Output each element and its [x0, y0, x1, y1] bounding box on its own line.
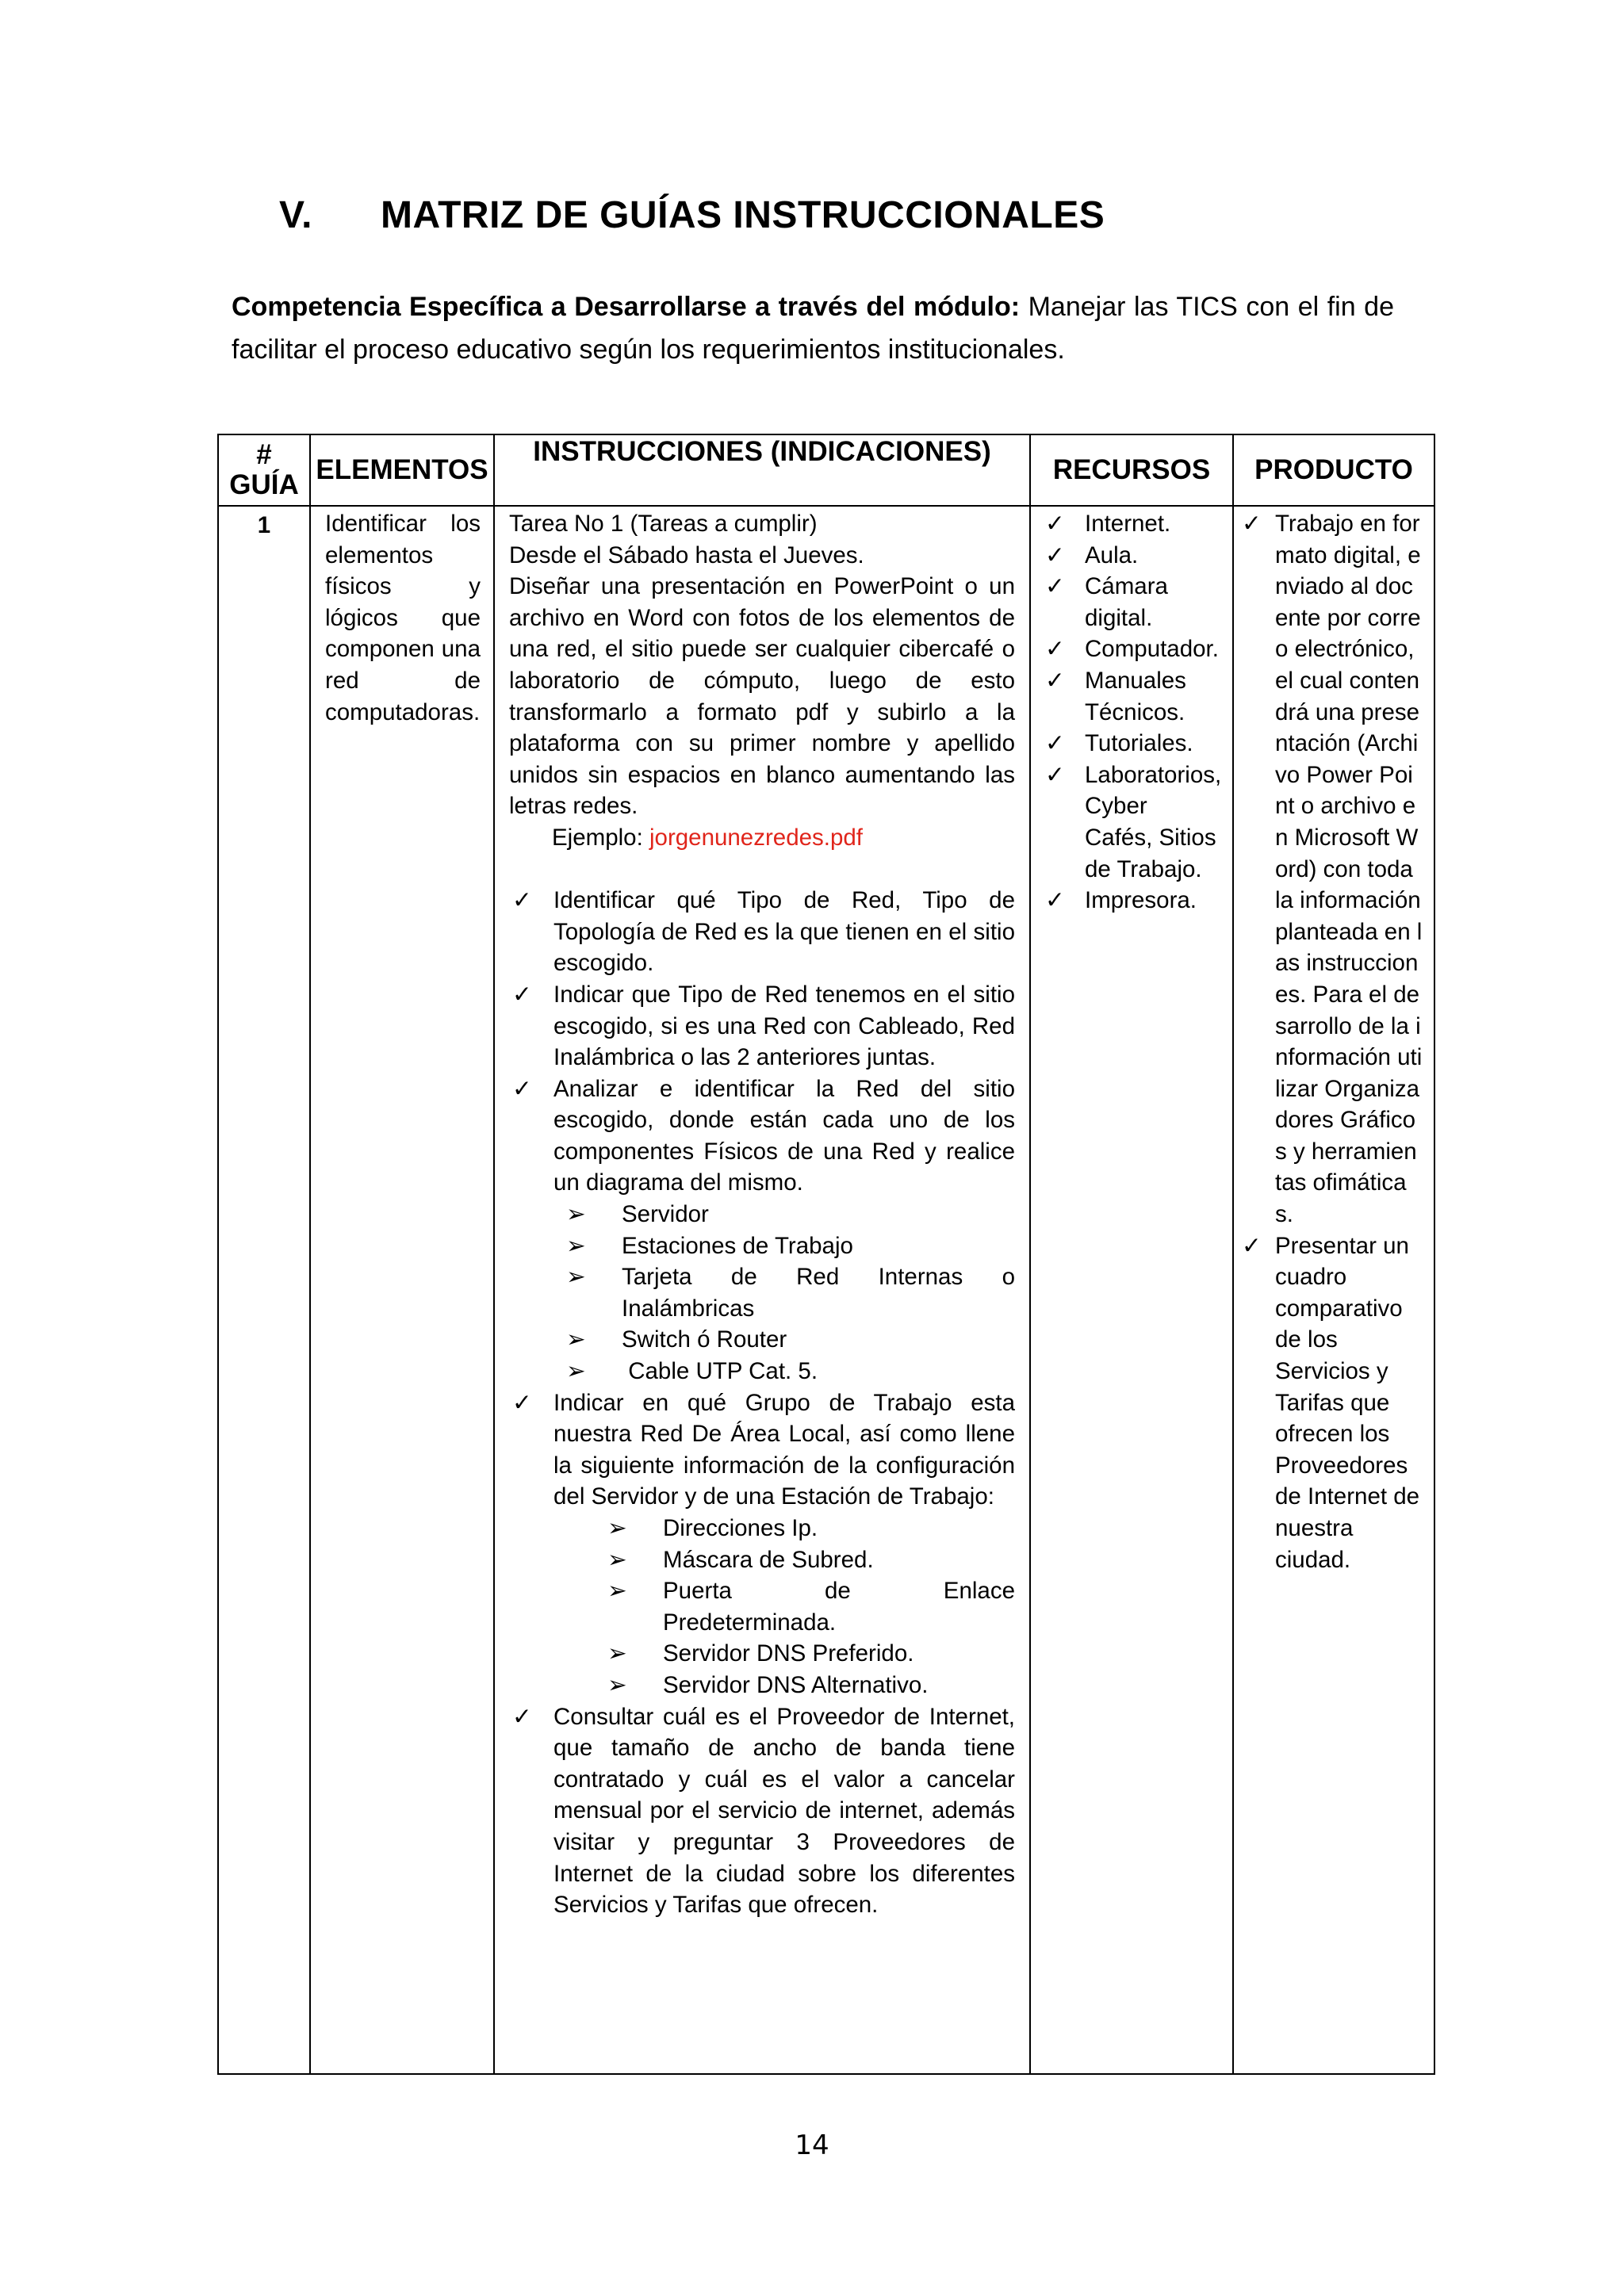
checkmark-icon: ✓ [1045, 667, 1065, 694]
list-item: ➢ Servidor [509, 1199, 1015, 1230]
checkmark-icon: ✓ [512, 1389, 532, 1416]
list-item: ➢ Servidor DNS Alternativo. [509, 1670, 1015, 1701]
list-item: ✓ Presentar un cuadro comparativo de los Servicios y Tarifas que ofrecen los Proveedores de Internet de nuestra ciudad. [1242, 1230, 1426, 1576]
list-item: ➢ Estaciones de Trabajo [509, 1230, 1015, 1262]
guia-number-cell: 1 [218, 506, 310, 2074]
list-item: ✓ Consultar cuál es el Proveedor de Internet, que tamaño de ancho de banda tiene contratado y cuál es el valor a cancelar mensual por el servicio de internet, además visitar y preguntar 3 Proveedores de Internet de la ciudad sobre los diferentes Servicios y Tarifas que ofrecen. [509, 1701, 1015, 1921]
arrow-bullet-icon: ➢ [607, 1515, 627, 1541]
arrow-bullet-icon: ➢ [566, 1358, 586, 1385]
list-item: ✓ Computador. [1045, 633, 1224, 665]
list-item: ✓ Internet. [1045, 508, 1224, 540]
page-number: 14 [795, 2130, 829, 2161]
arrow-bullet-icon: ➢ [566, 1232, 586, 1259]
checkmark-icon: ✓ [1045, 887, 1065, 914]
list-item: ✓ Indicar que Tipo de Red tenemos en el sitio escogido, si es una Red con Cableado, Red Inalámbrica o las 2 anteriores juntas. [509, 979, 1015, 1073]
checkmark-icon: ✓ [1045, 730, 1065, 757]
list-item: ➢ Tarjeta de Red Internas o Inalámbricas [509, 1261, 1015, 1324]
example-label: Ejemplo: [552, 824, 649, 851]
list-item: ➢ Servidor DNS Preferido. [509, 1638, 1015, 1670]
list-item: ✓ Analizar e identificar la Red del sitio escogido, donde están cada uno de los componentes Físicos de una Red y realice un diagrama del mismo. [509, 1073, 1015, 1199]
list-item: ✓ Tutoriales. [1045, 728, 1224, 760]
checkmark-icon: ✓ [1045, 573, 1065, 600]
task-title: Tarea No 1 (Tareas a cumplir) [509, 511, 818, 537]
guides-matrix-table [217, 434, 1435, 2075]
arrow-bullet-icon: ➢ [566, 1326, 586, 1353]
list-item: ➢ Switch ó Router [509, 1324, 1015, 1356]
header-recursos: RECURSOS [1030, 434, 1233, 506]
competencia-text: Manejar las TICS con el fin de facilitar el proceso educativo según los requerimientos institucionales. [232, 292, 1394, 365]
header-elementos: ELEMENTOS [310, 434, 494, 506]
list-item: ➢ Puerta de Enlace Predeterminada. [509, 1575, 1015, 1638]
checkmark-icon: ✓ [1045, 636, 1065, 663]
table-header-row [218, 434, 1434, 506]
checkmark-icon: ✓ [1242, 1232, 1262, 1259]
list-item: ✓ Trabajo en formato digital, enviado al docente por correo electrónico, el cual contendrá una presentación (Archivo Power Point o archivo en Microsoft Word) con toda la información planteada en las instrucciones. Para el desarrollo de la información utilizar Organizadores Gráficos y herramientas ofimáticas. [1242, 508, 1426, 1230]
checkmark-icon: ✓ [512, 1703, 532, 1730]
competencia-label: Competencia Específica a Desarrollarse a través del módulo: [232, 292, 1021, 322]
list-item: ➢ Máscara de Subred. [509, 1544, 1015, 1576]
arrow-bullet-icon: ➢ [607, 1546, 627, 1573]
elementos-text: Identificar los elementos físicos y lógicos que componen una red de computadoras. [325, 511, 481, 725]
arrow-bullet-icon: ➢ [607, 1578, 627, 1605]
arrow-bullet-icon: ➢ [607, 1671, 627, 1698]
header-producto: PRODUCTO [1233, 434, 1434, 506]
list-item: ➢ Cable UTP Cat. 5. [509, 1356, 1015, 1387]
checkmark-icon: ✓ [512, 1075, 532, 1102]
list-item: ✓ Manuales Técnicos. [1045, 665, 1224, 728]
arrow-bullet-icon: ➢ [607, 1640, 627, 1667]
task-description: Diseñar una presentación en PowerPoint o un archivo en Word con fotos de los elementos de una red, el sitio puede ser cualquier cibercafé o laboratorio de cómputo, luego de esto transformarlo a formato pdf y subirlo a la plataforma con su primer nombre y apellido unidos sin espacios en blanco aumentando las letras redes. [509, 573, 1015, 820]
list-item: ✓ Cámara digital. [1045, 571, 1224, 633]
checkmark-icon: ✓ [1045, 541, 1065, 568]
header-guia: # GUÍA [218, 434, 310, 506]
instrucciones-cell [494, 506, 1030, 2074]
arrow-bullet-icon: ➢ [566, 1264, 586, 1291]
producto-cell [1233, 506, 1434, 2074]
table-row [218, 506, 1434, 2074]
example-filename: jorgenunezredes.pdf [649, 824, 863, 851]
list-item: ✓ Aula. [1045, 540, 1224, 572]
section-heading [279, 193, 1105, 237]
checkmark-icon: ✓ [1242, 511, 1262, 537]
section-number: V. [279, 194, 312, 236]
checkmark-icon: ✓ [1045, 511, 1065, 537]
list-item: ✓ Laboratorios, Cyber Cafés, Sitios de Trabajo. [1045, 760, 1224, 885]
task-dates: Desde el Sábado hasta el Jueves. [509, 541, 864, 568]
arrow-bullet-icon: ➢ [566, 1201, 586, 1228]
recursos-cell [1030, 506, 1233, 2074]
elementos-cell [310, 506, 494, 2074]
checkmark-icon: ✓ [1045, 761, 1065, 788]
header-instrucciones: INSTRUCCIONES (INDICACIONES) [494, 434, 1030, 506]
list-item: ✓ Impresora. [1045, 885, 1224, 916]
list-item: ✓ Identificar qué Tipo de Red, Tipo de Topología de Red es la que tienen en el sitio escogido. [509, 885, 1015, 979]
section-title: MATRIZ DE GUÍAS INSTRUCCIONALES [381, 194, 1105, 236]
competencia-paragraph [232, 285, 1394, 371]
list-item: ➢ Direcciones Ip. [509, 1513, 1015, 1544]
checkmark-icon: ✓ [512, 887, 532, 914]
example-line [509, 822, 1015, 854]
checkmark-icon: ✓ [512, 981, 532, 1008]
list-item: ✓ Indicar en qué Grupo de Trabajo esta nuestra Red De Área Local, así como llene la siguiente información de la configuración del Servidor y de una Estación de Trabajo: [509, 1387, 1015, 1513]
